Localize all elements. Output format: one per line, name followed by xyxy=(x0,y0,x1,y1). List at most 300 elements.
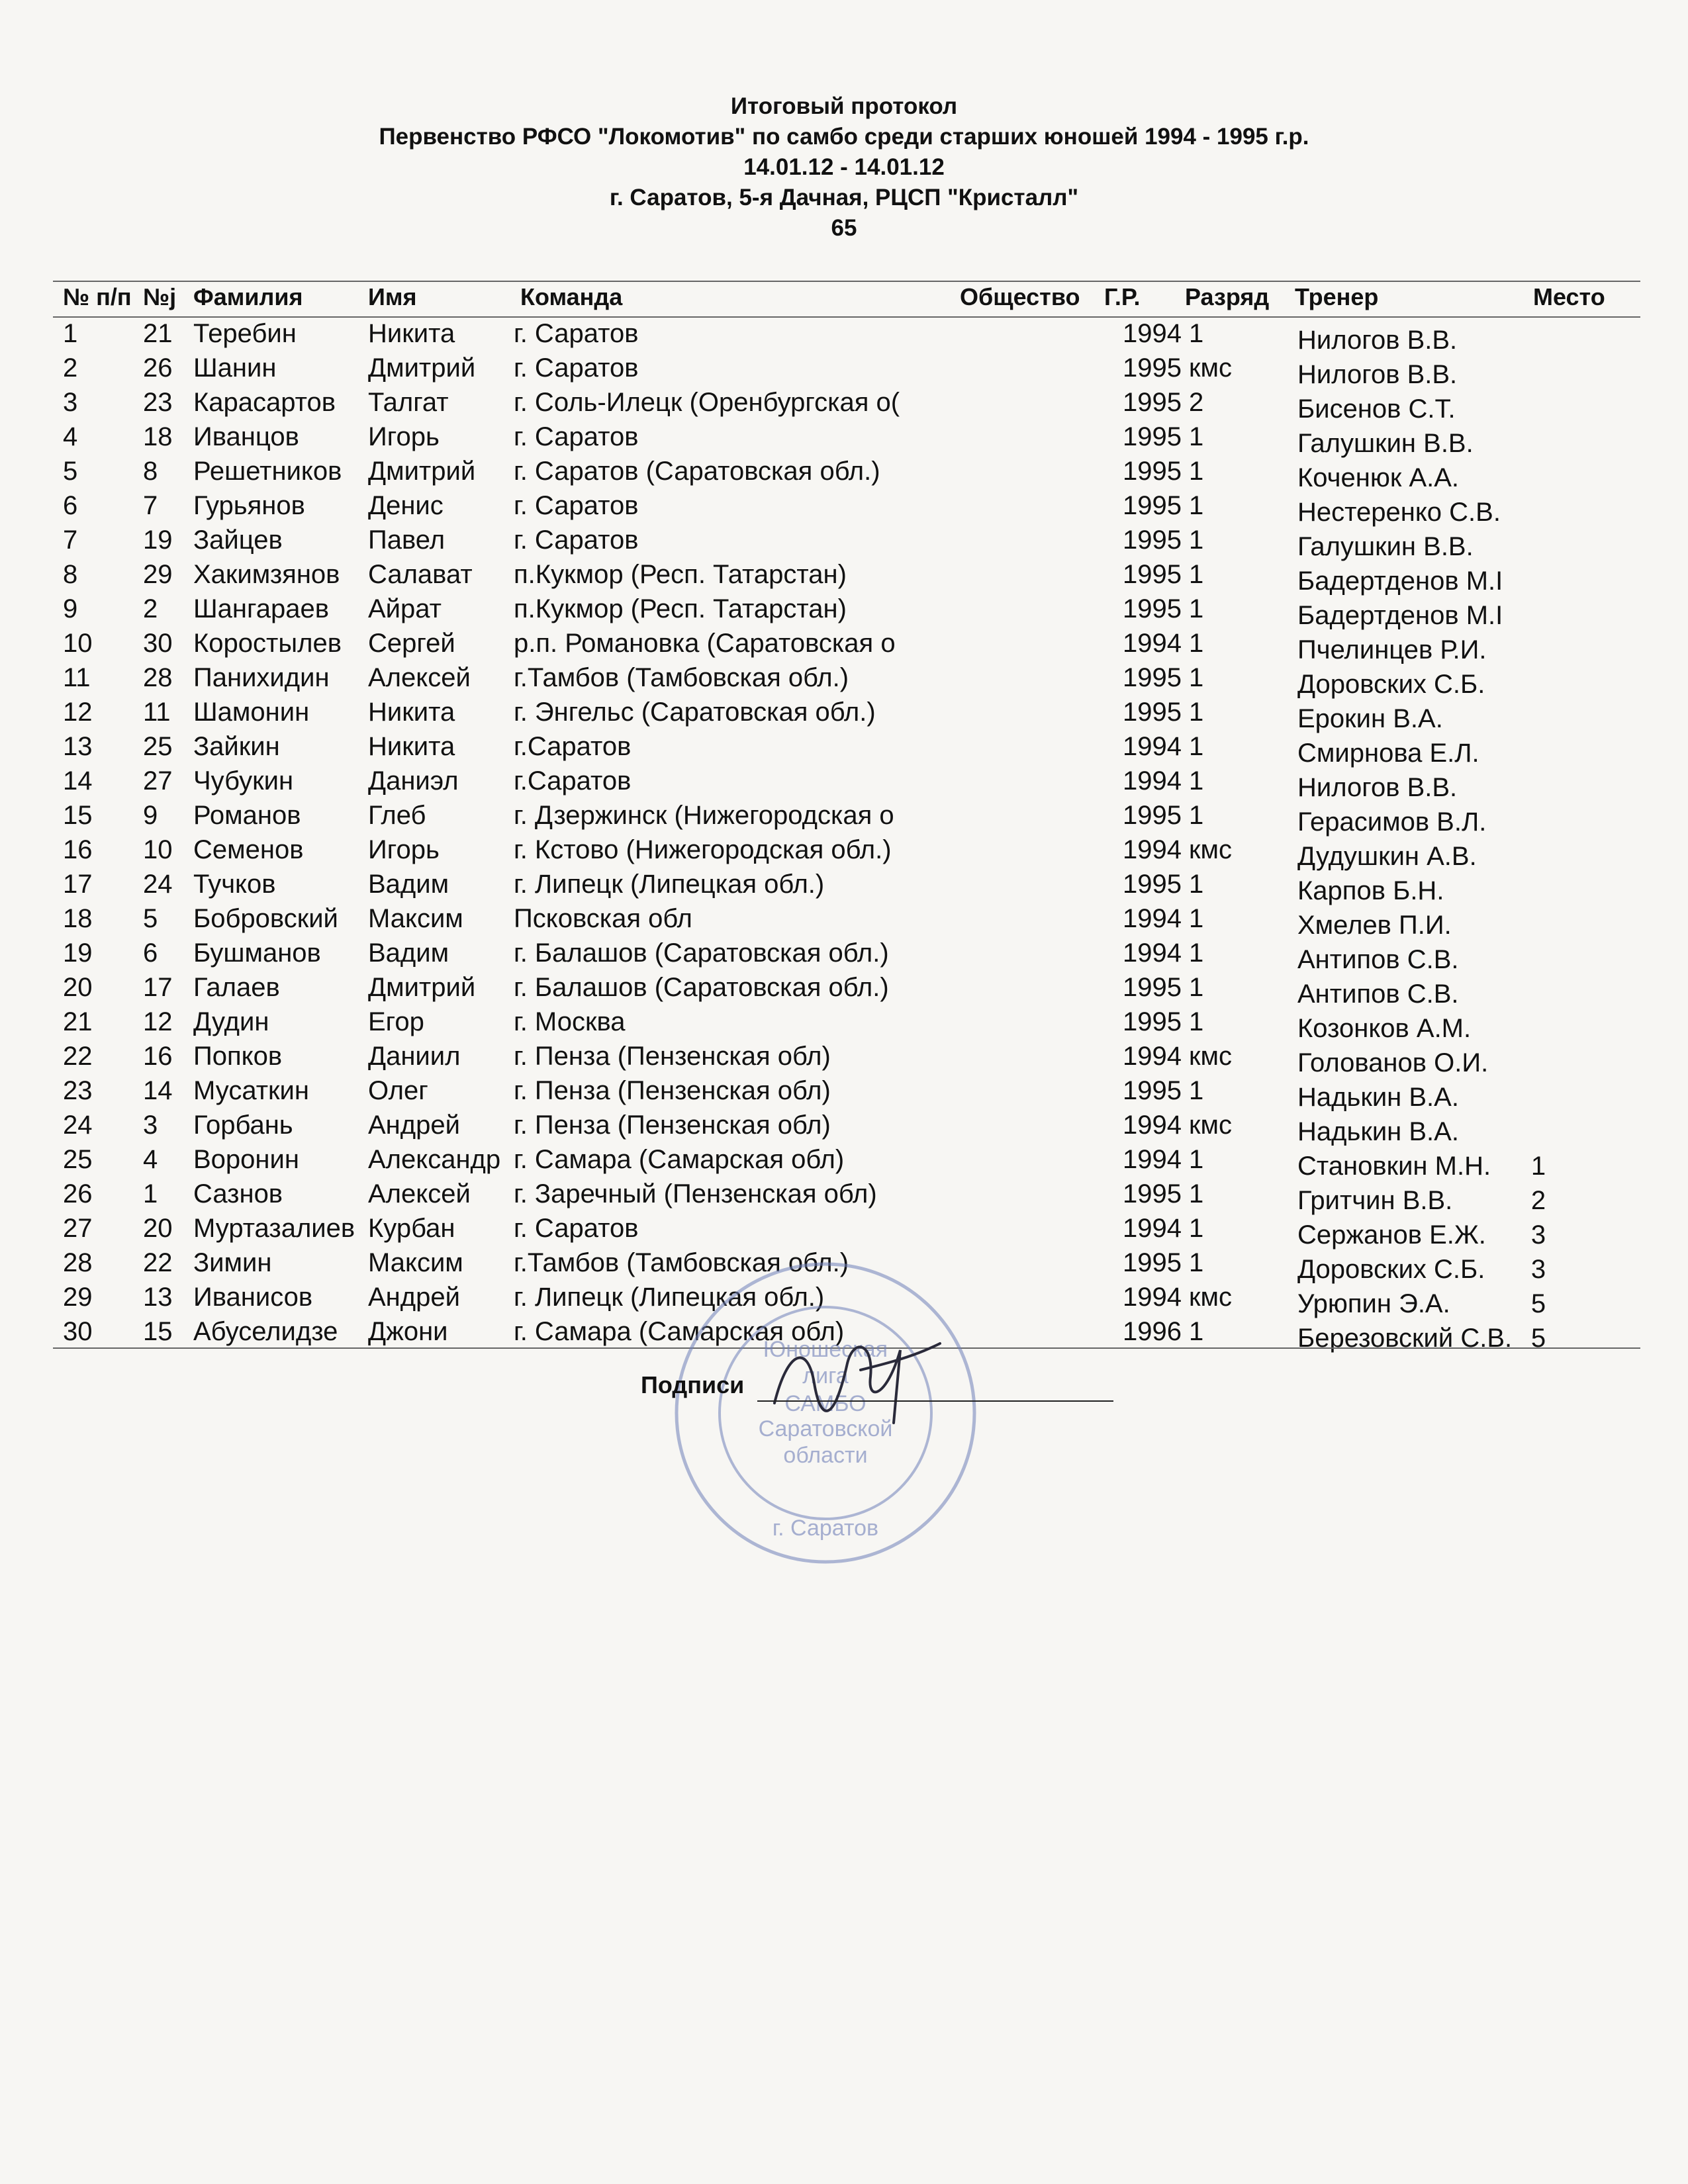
cell-draw-number: 14 xyxy=(143,1076,173,1105)
cell-rank: 1 xyxy=(1189,1317,1204,1346)
table-row xyxy=(0,1005,1688,1043)
cell-rank: 1 xyxy=(1189,1179,1204,1208)
cell-team: г. Саратов xyxy=(514,422,639,451)
cell-birth-year: 1995 xyxy=(1123,1248,1182,1277)
cell-place: 5 xyxy=(1530,1324,1546,1353)
cell-coach: Бисенов С.Т. xyxy=(1297,394,1456,424)
cell-rank: 1 xyxy=(1189,594,1204,623)
cell-draw-number: 17 xyxy=(143,973,173,1002)
cell-name: Дмитрий xyxy=(368,973,476,1002)
cell-team: г. Пенза (Пензенская обл) xyxy=(514,1076,831,1105)
cell-name: Даниил xyxy=(368,1042,461,1071)
cell-rank: 1 xyxy=(1189,732,1204,761)
cell-coach: Галушкин В.В. xyxy=(1297,532,1474,561)
cell-draw-number: 21 xyxy=(143,319,173,348)
table-row xyxy=(0,970,1688,1009)
table-row xyxy=(0,592,1688,630)
cell-num: 10 xyxy=(63,629,93,658)
cell-num: 7 xyxy=(63,525,78,555)
cell-birth-year: 1994 xyxy=(1123,1145,1182,1174)
column-headers xyxy=(0,283,1688,316)
cell-surname: Сазнов xyxy=(193,1179,283,1208)
cell-num: 27 xyxy=(63,1214,93,1243)
cell-rank: 1 xyxy=(1189,698,1204,727)
col-surname: Фамилия xyxy=(193,283,303,310)
cell-rank: 1 xyxy=(1189,319,1204,348)
cell-num: 28 xyxy=(63,1248,93,1277)
protocol-header xyxy=(0,91,1688,244)
cell-team: г. Липецк (Липецкая обл.) xyxy=(514,1283,825,1312)
cell-team: г. Пенза (Пензенская обл) xyxy=(514,1042,831,1071)
cell-surname: Чубукин xyxy=(193,766,294,796)
cell-coach: Герасимов В.Л. xyxy=(1297,807,1487,837)
cell-surname: Горбань xyxy=(193,1111,293,1140)
cell-rank: 1 xyxy=(1189,904,1204,933)
cell-birth-year: 1994 xyxy=(1123,904,1182,933)
table-row xyxy=(0,316,1688,355)
cell-name: Никита xyxy=(368,732,455,761)
cell-name: Никита xyxy=(368,698,455,727)
cell-surname: Шанин xyxy=(193,353,277,383)
cell-rank: 1 xyxy=(1189,1248,1204,1277)
cell-birth-year: 1994 xyxy=(1123,938,1182,968)
cell-name: Джони xyxy=(368,1317,448,1346)
cell-coach: Пчелинцев Р.И. xyxy=(1297,635,1487,664)
cell-coach: Березовский С.В. xyxy=(1297,1324,1513,1353)
cell-place: 5 xyxy=(1530,1289,1546,1318)
cell-coach: Бадертденов М.I xyxy=(1297,601,1503,630)
cell-num: 24 xyxy=(63,1111,93,1140)
cell-name: Курбан xyxy=(368,1214,455,1243)
cell-draw-number: 1 xyxy=(143,1179,158,1208)
cell-num: 22 xyxy=(63,1042,93,1071)
stamp-text-line: САМБО xyxy=(784,1391,867,1416)
cell-name: Олег xyxy=(368,1076,428,1105)
cell-num: 26 xyxy=(63,1179,93,1208)
cell-draw-number: 4 xyxy=(143,1145,158,1174)
cell-draw-number: 20 xyxy=(143,1214,173,1243)
table-row xyxy=(0,798,1688,837)
cell-name: Глеб xyxy=(368,801,426,830)
cell-draw-number: 26 xyxy=(143,353,173,383)
table-row xyxy=(0,351,1688,389)
cell-birth-year: 1995 xyxy=(1123,1179,1182,1208)
cell-num: 19 xyxy=(63,938,93,968)
cell-name: Даниэл xyxy=(368,766,459,796)
cell-draw-number: 12 xyxy=(143,1007,173,1036)
cell-team: г. Дзержинск (Нижегородская о xyxy=(514,801,894,830)
cell-birth-year: 1995 xyxy=(1123,353,1182,383)
cell-name: Андрей xyxy=(368,1111,460,1140)
table-row xyxy=(0,833,1688,871)
cell-team: г. Балашов (Саратовская обл.) xyxy=(514,938,889,968)
cell-draw-number: 11 xyxy=(143,698,171,727)
cell-coach: Нестеренко С.В. xyxy=(1297,498,1501,527)
cell-surname: Воронин xyxy=(193,1145,299,1174)
competition-dates: 14.01.12 - 14.01.12 xyxy=(743,154,945,180)
cell-rank: 1 xyxy=(1189,422,1204,451)
cell-coach: Антипов С.В. xyxy=(1297,945,1459,974)
cell-coach: Коченюк А.А. xyxy=(1297,463,1460,492)
cell-birth-year: 1995 xyxy=(1123,422,1182,451)
cell-team: г. Липецк (Липецкая обл.) xyxy=(514,870,825,899)
cell-birth-year: 1995 xyxy=(1123,1007,1182,1036)
table-row xyxy=(0,454,1688,492)
col-rank: Разряд xyxy=(1185,283,1270,310)
cell-place: 3 xyxy=(1530,1255,1546,1284)
cell-name: Никита xyxy=(368,319,455,348)
table-row xyxy=(0,1211,1688,1250)
table-row xyxy=(0,1177,1688,1215)
cell-coach: Доровских С.Б. xyxy=(1297,1255,1485,1284)
cell-coach: Голованов О.И. xyxy=(1297,1048,1489,1077)
cell-num: 20 xyxy=(63,973,93,1002)
signature-line xyxy=(757,1400,1113,1402)
cell-draw-number: 6 xyxy=(143,938,158,968)
cell-team: г. Москва xyxy=(514,1007,626,1036)
cell-num: 9 xyxy=(63,594,78,623)
cell-birth-year: 1995 xyxy=(1123,594,1182,623)
cell-name: Сергей xyxy=(368,629,455,658)
cell-coach: Гритчин В.В. xyxy=(1297,1186,1453,1215)
cell-team: г. Саратов xyxy=(514,525,639,555)
cell-rank: 1 xyxy=(1189,629,1204,658)
table-row xyxy=(0,1039,1688,1077)
cell-team: г. Самара (Самарская обл) xyxy=(514,1145,845,1174)
cell-birth-year: 1994 xyxy=(1123,1283,1182,1312)
cell-surname: Решетников xyxy=(193,457,342,486)
cell-coach: Доровских С.Б. xyxy=(1297,670,1485,699)
cell-team: г. Саратов xyxy=(514,353,639,383)
cell-surname: Коростылев xyxy=(193,629,342,658)
table-row xyxy=(0,420,1688,458)
cell-num: 21 xyxy=(63,1007,93,1036)
cell-coach: Надькин В.А. xyxy=(1297,1117,1459,1146)
cell-team: г. Саратов xyxy=(514,319,639,348)
col-year: Г.Р. xyxy=(1104,283,1141,310)
cell-rank: 1 xyxy=(1189,525,1204,555)
cell-rank: 1 xyxy=(1189,766,1204,796)
header-top-rule xyxy=(53,281,1640,282)
cell-surname: Панихидин xyxy=(193,663,330,692)
cell-birth-year: 1994 xyxy=(1123,629,1182,658)
cell-coach: Ерокин В.А. xyxy=(1297,704,1443,733)
cell-draw-number: 24 xyxy=(143,870,173,899)
cell-draw-number: 30 xyxy=(143,629,173,658)
cell-num: 5 xyxy=(63,457,78,486)
cell-coach: Антипов С.В. xyxy=(1297,979,1459,1009)
cell-draw-number: 16 xyxy=(143,1042,173,1071)
cell-draw-number: 18 xyxy=(143,422,173,451)
cell-draw-number: 10 xyxy=(143,835,173,864)
cell-rank: 1 xyxy=(1189,801,1204,830)
cell-coach: Смирнова Е.Л. xyxy=(1297,739,1479,768)
cell-surname: Тучков xyxy=(193,870,276,899)
cell-surname: Бушманов xyxy=(193,938,321,968)
cell-num: 18 xyxy=(63,904,93,933)
cell-surname: Романов xyxy=(193,801,301,830)
cell-birth-year: 1995 xyxy=(1123,457,1182,486)
cell-name: Вадим xyxy=(368,870,449,899)
table-row xyxy=(0,1108,1688,1146)
cell-name: Егор xyxy=(368,1007,424,1036)
cell-rank: 1 xyxy=(1189,870,1204,899)
cell-num: 13 xyxy=(63,732,93,761)
cell-name: Максим xyxy=(368,904,463,933)
cell-coach: Козонков А.М. xyxy=(1297,1014,1472,1043)
cell-draw-number: 23 xyxy=(143,388,173,417)
cell-surname: Гурьянов xyxy=(193,491,305,520)
cell-num: 16 xyxy=(63,835,93,864)
cell-birth-year: 1995 xyxy=(1123,388,1182,417)
cell-num: 4 xyxy=(63,422,78,451)
cell-name: Максим xyxy=(368,1248,463,1277)
table-row xyxy=(0,901,1688,940)
cell-name: Павел xyxy=(368,525,445,555)
table-row xyxy=(0,1142,1688,1181)
stamp-text-line: Саратовской xyxy=(758,1416,893,1441)
cell-team: п.Кукмор (Респ. Татарстан) xyxy=(514,594,847,623)
cell-draw-number: 5 xyxy=(143,904,158,933)
col-team: Команда xyxy=(520,283,623,310)
table-row xyxy=(0,729,1688,768)
cell-team: г. Кстово (Нижегородская обл.) xyxy=(514,835,892,864)
table-row xyxy=(0,557,1688,596)
cell-birth-year: 1994 xyxy=(1123,1111,1182,1140)
cell-place: 3 xyxy=(1530,1220,1546,1250)
table-row xyxy=(0,626,1688,664)
cell-rank: 1 xyxy=(1189,560,1204,589)
cell-team: г. Пенза (Пензенская обл) xyxy=(514,1111,831,1140)
cell-rank: 1 xyxy=(1189,1076,1204,1105)
cell-surname: Бобровский xyxy=(193,904,338,933)
cell-rank: 2 xyxy=(1189,388,1204,417)
competition-name: Первенство РФСО "Локомотив" по самбо среди старших юношей 1994 - 1995 г.р. xyxy=(379,124,1309,150)
cell-birth-year: 1995 xyxy=(1123,801,1182,830)
stamp-text-line: лига xyxy=(802,1363,849,1388)
cell-name: Дмитрий xyxy=(368,353,476,383)
cell-birth-year: 1994 xyxy=(1123,1214,1182,1243)
cell-num: 17 xyxy=(63,870,93,899)
cell-surname: Иванцов xyxy=(193,422,299,451)
cell-draw-number: 13 xyxy=(143,1283,173,1312)
protocol-title: Итоговый протокол xyxy=(730,93,958,119)
cell-draw-number: 22 xyxy=(143,1248,173,1277)
cell-num: 8 xyxy=(63,560,78,589)
cell-rank: кмс xyxy=(1189,1111,1232,1140)
cell-team: г. Саратов xyxy=(514,491,639,520)
cell-num: 23 xyxy=(63,1076,93,1105)
cell-team: п.Кукмор (Респ. Татарстан) xyxy=(514,560,847,589)
cell-rank: 1 xyxy=(1189,973,1204,1002)
cell-surname: Иванисов xyxy=(193,1283,313,1312)
cell-team: г. Соль-Илецк (Оренбургская о( xyxy=(514,388,900,417)
cell-rank: 1 xyxy=(1189,1007,1204,1036)
cell-draw-number: 2 xyxy=(143,594,158,623)
cell-coach: Урюпин Э.А. xyxy=(1297,1289,1450,1318)
cell-team: г.Саратов xyxy=(514,766,632,796)
cell-surname: Шамонин xyxy=(193,698,310,727)
cell-coach: Нилогов В.В. xyxy=(1297,326,1458,355)
cell-draw-number: 3 xyxy=(143,1111,158,1140)
cell-team: г.Тамбов (Тамбовская обл.) xyxy=(514,1248,849,1277)
table-row xyxy=(0,523,1688,561)
cell-surname: Хакимзянов xyxy=(193,560,340,589)
cell-birth-year: 1995 xyxy=(1123,663,1182,692)
cell-surname: Муртазалиев xyxy=(193,1214,355,1243)
cell-surname: Шангараев xyxy=(193,594,329,623)
cell-team: г. Балашов (Саратовская обл.) xyxy=(514,973,889,1002)
cell-surname: Галаев xyxy=(193,973,280,1002)
cell-coach: Нилогов В.В. xyxy=(1297,773,1458,802)
cell-name: Алексей xyxy=(368,663,471,692)
cell-rank: 1 xyxy=(1189,491,1204,520)
cell-team: Псковская обл xyxy=(514,904,692,933)
cell-draw-number: 9 xyxy=(143,801,158,830)
cell-num: 12 xyxy=(63,698,93,727)
cell-surname: Теребин xyxy=(193,319,297,348)
weight-category: 65 xyxy=(831,215,857,241)
cell-draw-number: 8 xyxy=(143,457,158,486)
col-coach: Тренер xyxy=(1295,283,1379,310)
cell-num: 30 xyxy=(63,1317,93,1346)
table-row xyxy=(0,764,1688,802)
cell-coach: Надькин В.А. xyxy=(1297,1083,1459,1112)
cell-draw-number: 28 xyxy=(143,663,173,692)
cell-birth-year: 1996 xyxy=(1123,1317,1182,1346)
cell-coach: Становкин М.Н. xyxy=(1297,1152,1491,1181)
cell-rank: кмс xyxy=(1189,835,1232,864)
cell-name: Андрей xyxy=(368,1283,460,1312)
signature-scribble xyxy=(761,1324,947,1430)
cell-draw-number: 15 xyxy=(143,1317,173,1346)
cell-place: 2 xyxy=(1530,1186,1546,1215)
cell-coach: Хмелев П.И. xyxy=(1297,911,1452,940)
cell-birth-year: 1994 xyxy=(1123,835,1182,864)
cell-num: 14 xyxy=(63,766,93,796)
cell-surname: Зайцев xyxy=(193,525,283,555)
stamp-text-line: Юношеская xyxy=(763,1337,888,1362)
col-society: Общество xyxy=(960,283,1080,310)
cell-team: г. Саратов (Саратовская обл.) xyxy=(514,457,880,486)
cell-surname: Мусаткин xyxy=(193,1076,309,1105)
cell-place: 1 xyxy=(1530,1152,1546,1181)
cell-name: Игорь xyxy=(368,835,440,864)
table-row xyxy=(0,867,1688,905)
cell-team: р.п. Романовка (Саратовская о xyxy=(514,629,896,658)
cell-coach: Сержанов Е.Ж. xyxy=(1297,1220,1486,1250)
cell-coach: Нилогов В.В. xyxy=(1297,360,1458,389)
cell-rank: 1 xyxy=(1189,1145,1204,1174)
col-num: № п/п xyxy=(63,283,132,310)
table-row xyxy=(0,1073,1688,1112)
cell-draw-number: 27 xyxy=(143,766,173,796)
cell-birth-year: 1995 xyxy=(1123,870,1182,899)
cell-name: Салават xyxy=(368,560,473,589)
cell-name: Денис xyxy=(368,491,444,520)
cell-rank: 1 xyxy=(1189,457,1204,486)
table-row xyxy=(0,488,1688,527)
cell-num: 2 xyxy=(63,353,78,383)
cell-team: г. Самара (Самарская обл) xyxy=(514,1317,845,1346)
cell-name: Вадим xyxy=(368,938,449,968)
cell-birth-year: 1994 xyxy=(1123,1042,1182,1071)
cell-num: 29 xyxy=(63,1283,93,1312)
signatures-label: Подписи xyxy=(641,1371,745,1398)
col-name: Имя xyxy=(368,283,417,310)
cell-draw-number: 19 xyxy=(143,525,173,555)
cell-coach: Дудушкин А.В. xyxy=(1297,842,1477,871)
cell-surname: Дудин xyxy=(193,1007,269,1036)
competition-venue: г. Саратов, 5-я Дачная, РЦСП "Кристалл" xyxy=(609,185,1079,210)
cell-num: 15 xyxy=(63,801,93,830)
cell-coach: Галушкин В.В. xyxy=(1297,429,1474,458)
cell-birth-year: 1995 xyxy=(1123,491,1182,520)
cell-coach: Бадертденов М.I xyxy=(1297,567,1503,596)
cell-birth-year: 1995 xyxy=(1123,973,1182,1002)
cell-surname: Попков xyxy=(193,1042,283,1071)
cell-draw-number: 25 xyxy=(143,732,173,761)
cell-num: 3 xyxy=(63,388,78,417)
cell-rank: 1 xyxy=(1189,938,1204,968)
cell-num: 6 xyxy=(63,491,78,520)
table-row xyxy=(0,936,1688,974)
cell-surname: Карасартов xyxy=(193,388,336,417)
cell-draw-number: 29 xyxy=(143,560,173,589)
cell-rank: кмс xyxy=(1189,1283,1232,1312)
cell-surname: Абуселидзе xyxy=(193,1317,338,1346)
cell-rank: 1 xyxy=(1189,1214,1204,1243)
cell-birth-year: 1995 xyxy=(1123,698,1182,727)
cell-name: Александр xyxy=(368,1145,501,1174)
stamp-text-line: г. Саратов xyxy=(772,1516,879,1541)
cell-name: Дмитрий xyxy=(368,457,476,486)
cell-team: г. Заречный (Пензенская обл) xyxy=(514,1179,877,1208)
cell-birth-year: 1995 xyxy=(1123,525,1182,555)
cell-rank: 1 xyxy=(1189,663,1204,692)
cell-team: г.Тамбов (Тамбовская обл.) xyxy=(514,663,849,692)
cell-num: 11 xyxy=(63,663,91,692)
cell-name: Алексей xyxy=(368,1179,471,1208)
cell-name: Игорь xyxy=(368,422,440,451)
cell-birth-year: 1995 xyxy=(1123,1076,1182,1105)
stamp-text-line: области xyxy=(783,1443,868,1468)
cell-name: Талгат xyxy=(368,388,449,417)
cell-birth-year: 1994 xyxy=(1123,319,1182,348)
cell-birth-year: 1995 xyxy=(1123,560,1182,589)
cell-surname: Семенов xyxy=(193,835,304,864)
cell-birth-year: 1994 xyxy=(1123,766,1182,796)
cell-num: 25 xyxy=(63,1145,93,1174)
cell-rank: кмс xyxy=(1189,353,1232,383)
cell-rank: кмс xyxy=(1189,1042,1232,1071)
cell-surname: Зимин xyxy=(193,1248,272,1277)
cell-coach: Карпов Б.Н. xyxy=(1297,876,1444,905)
cell-team: г. Энгельс (Саратовская обл.) xyxy=(514,698,876,727)
cell-team: г. Саратов xyxy=(514,1214,639,1243)
cell-num: 1 xyxy=(63,319,78,348)
cell-draw-number: 7 xyxy=(143,491,158,520)
cell-team: г.Саратов xyxy=(514,732,632,761)
col-place: Место xyxy=(1533,283,1605,310)
cell-birth-year: 1994 xyxy=(1123,732,1182,761)
cell-surname: Зайкин xyxy=(193,732,280,761)
col-no: №ј xyxy=(143,283,177,310)
table-row xyxy=(0,695,1688,733)
table-row xyxy=(0,385,1688,424)
cell-name: Айрат xyxy=(368,594,442,623)
table-row xyxy=(0,660,1688,699)
